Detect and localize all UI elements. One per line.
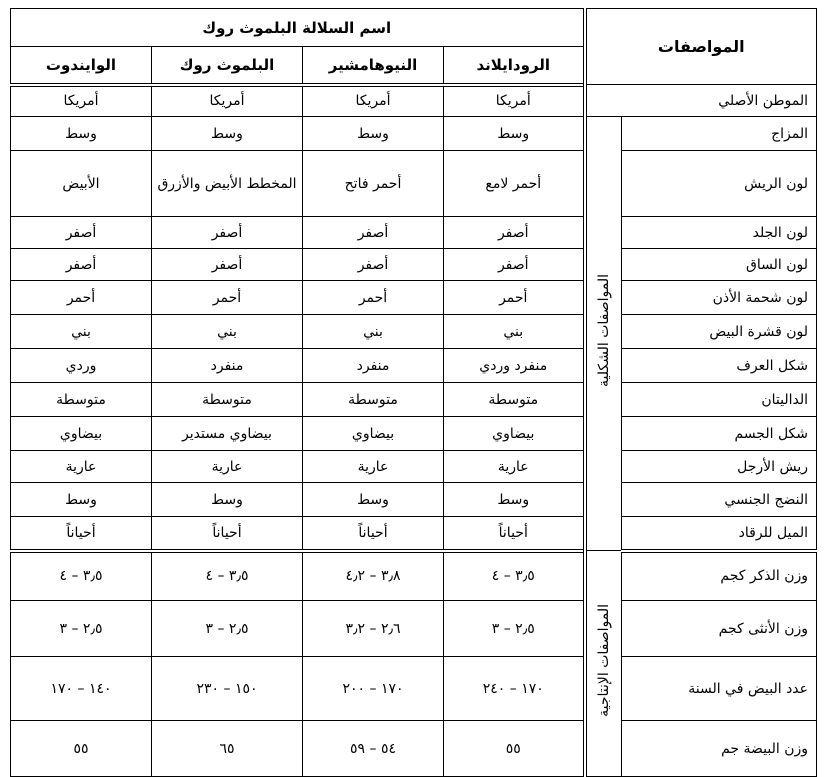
table-cell: أمريكا: [152, 85, 303, 117]
table-cell: أمريكا: [303, 85, 444, 117]
table-cell: ٣٫٨ – ٤٫٢: [303, 551, 444, 601]
table-cell: منفرد: [303, 349, 444, 383]
table-row: [11, 483, 817, 517]
table-cell: متوسطة: [444, 383, 585, 417]
table-cell: أصفر: [444, 217, 585, 249]
table-row: [11, 517, 817, 551]
table-cell: أحمر: [444, 281, 585, 315]
breed-comparison-table: [10, 8, 817, 777]
table-cell: وسط: [303, 483, 444, 517]
table-row: [11, 217, 817, 249]
table-row: [11, 601, 817, 657]
row-label: عدد البيض في السنة: [622, 657, 817, 721]
table-cell: بيضاوي مستدير: [152, 417, 303, 451]
table-cell: عارية: [11, 451, 152, 483]
table-cell: أمريكا: [444, 85, 585, 117]
table-cell: أصفر: [11, 249, 152, 281]
table-cell: أحمر: [152, 281, 303, 315]
row-label: الداليتان: [622, 383, 817, 417]
breed-header: الوايندوت: [11, 47, 152, 85]
table-cell: وردي: [11, 349, 152, 383]
table-cell: ٦٥: [152, 721, 303, 777]
category-production: المواصفات الإنتاجية: [585, 551, 622, 777]
header-row-group: [11, 9, 817, 47]
table-cell: أصفر: [303, 217, 444, 249]
table-cell: أحياناً: [11, 517, 152, 551]
table-cell: أحمر: [11, 281, 152, 315]
table-cell: متوسطة: [152, 383, 303, 417]
table-cell: ٢٫٦ – ٣٫٢: [303, 601, 444, 657]
table-row: [11, 721, 817, 777]
table-cell: ٥٤ – ٥٩: [303, 721, 444, 777]
table-cell: ٢٫٥ – ٣: [444, 601, 585, 657]
table-cell: بيضاوي: [11, 417, 152, 451]
breed-header: البلموث روك: [152, 47, 303, 85]
table-row: [11, 657, 817, 721]
table-cell: وسط: [444, 483, 585, 517]
table-cell: بني: [303, 315, 444, 349]
category-physical: المواصفات الشكلية: [585, 117, 622, 551]
table-cell: الأبيض: [11, 151, 152, 217]
table-cell: بني: [11, 315, 152, 349]
row-label: شكل العرف: [622, 349, 817, 383]
table-row: [11, 117, 817, 151]
breed-header: الرودايلاند: [444, 47, 585, 85]
breed-header: النيوهامشير: [303, 47, 444, 85]
row-label: شكل الجسم: [622, 417, 817, 451]
table-row: [11, 349, 817, 383]
table-cell: ١٤٠ – ١٧٠: [11, 657, 152, 721]
table-cell: بني: [152, 315, 303, 349]
table-cell: ٢٫٥ – ٣: [152, 601, 303, 657]
table-cell: بني: [444, 315, 585, 349]
row-label: المزاج: [622, 117, 817, 151]
table-cell: بيضاوي: [444, 417, 585, 451]
row-label: لون شحمة الأذن: [622, 281, 817, 315]
table-cell: وسط: [152, 483, 303, 517]
table-cell: أصفر: [152, 249, 303, 281]
table-row: [11, 417, 817, 451]
row-label: وزن الذكر كجم: [622, 551, 817, 601]
table-cell: ٥٥: [444, 721, 585, 777]
table-cell: وسط: [11, 483, 152, 517]
table-row: [11, 451, 817, 483]
table-cell: ١٧٠ – ٢٤٠: [444, 657, 585, 721]
table-cell: عارية: [444, 451, 585, 483]
table-cell: أحياناً: [152, 517, 303, 551]
breed-group-header: اسم السلالة البلموث روك: [11, 9, 585, 47]
row-label-origin: الموطن الأصلي: [585, 85, 817, 117]
table-row: [11, 551, 817, 601]
table-row: [11, 85, 817, 117]
table-cell: وسط: [152, 117, 303, 151]
breed-comparison-table-container: [10, 8, 816, 770]
table-cell: منفرد: [152, 349, 303, 383]
spec-header: المواصفات: [585, 9, 817, 85]
row-label: لون الجلد: [622, 217, 817, 249]
table-cell: بيضاوي: [303, 417, 444, 451]
table-cell: متوسطة: [303, 383, 444, 417]
table-cell: ١٥٠ – ٢٣٠: [152, 657, 303, 721]
table-cell: أحياناً: [303, 517, 444, 551]
table-cell: أمريكا: [11, 85, 152, 117]
table-cell: أصفر: [303, 249, 444, 281]
row-label: النضج الجنسي: [622, 483, 817, 517]
table-cell: عارية: [152, 451, 303, 483]
table-cell: أصفر: [152, 217, 303, 249]
row-label: ريش الأرجل: [622, 451, 817, 483]
table-cell: متوسطة: [11, 383, 152, 417]
row-label: الميل للرقاد: [622, 517, 817, 551]
row-label: لون الريش: [622, 151, 817, 217]
table-cell: أحمر لامع: [444, 151, 585, 217]
table-cell: منفرد وردي: [444, 349, 585, 383]
row-label: لون الساق: [622, 249, 817, 281]
table-cell: أحياناً: [444, 517, 585, 551]
row-label: وزن الأنثى كجم: [622, 601, 817, 657]
table-cell: أصفر: [444, 249, 585, 281]
table-cell: ٢٫٥ – ٣: [11, 601, 152, 657]
table-cell: أحمر: [303, 281, 444, 315]
table-row: [11, 151, 817, 217]
table-cell: عارية: [303, 451, 444, 483]
table-row: [11, 315, 817, 349]
table-cell: أصفر: [11, 217, 152, 249]
table-cell: ٣٫٥ – ٤: [444, 551, 585, 601]
table-cell: وسط: [444, 117, 585, 151]
table-row: [11, 281, 817, 315]
table-cell: ١٧٠ – ٢٠٠: [303, 657, 444, 721]
row-label: لون قشرة البيض: [622, 315, 817, 349]
table-cell: ٣٫٥ – ٤: [11, 551, 152, 601]
table-cell: أحمر فاتح: [303, 151, 444, 217]
row-label: وزن البيضة جم: [622, 721, 817, 777]
table-cell: وسط: [11, 117, 152, 151]
table-row: [11, 383, 817, 417]
table-row: [11, 249, 817, 281]
table-cell: ٥٥: [11, 721, 152, 777]
table-cell: وسط: [303, 117, 444, 151]
table-cell: ٣٫٥ – ٤: [152, 551, 303, 601]
table-cell: المخطط الأبيض والأزرق: [152, 151, 303, 217]
